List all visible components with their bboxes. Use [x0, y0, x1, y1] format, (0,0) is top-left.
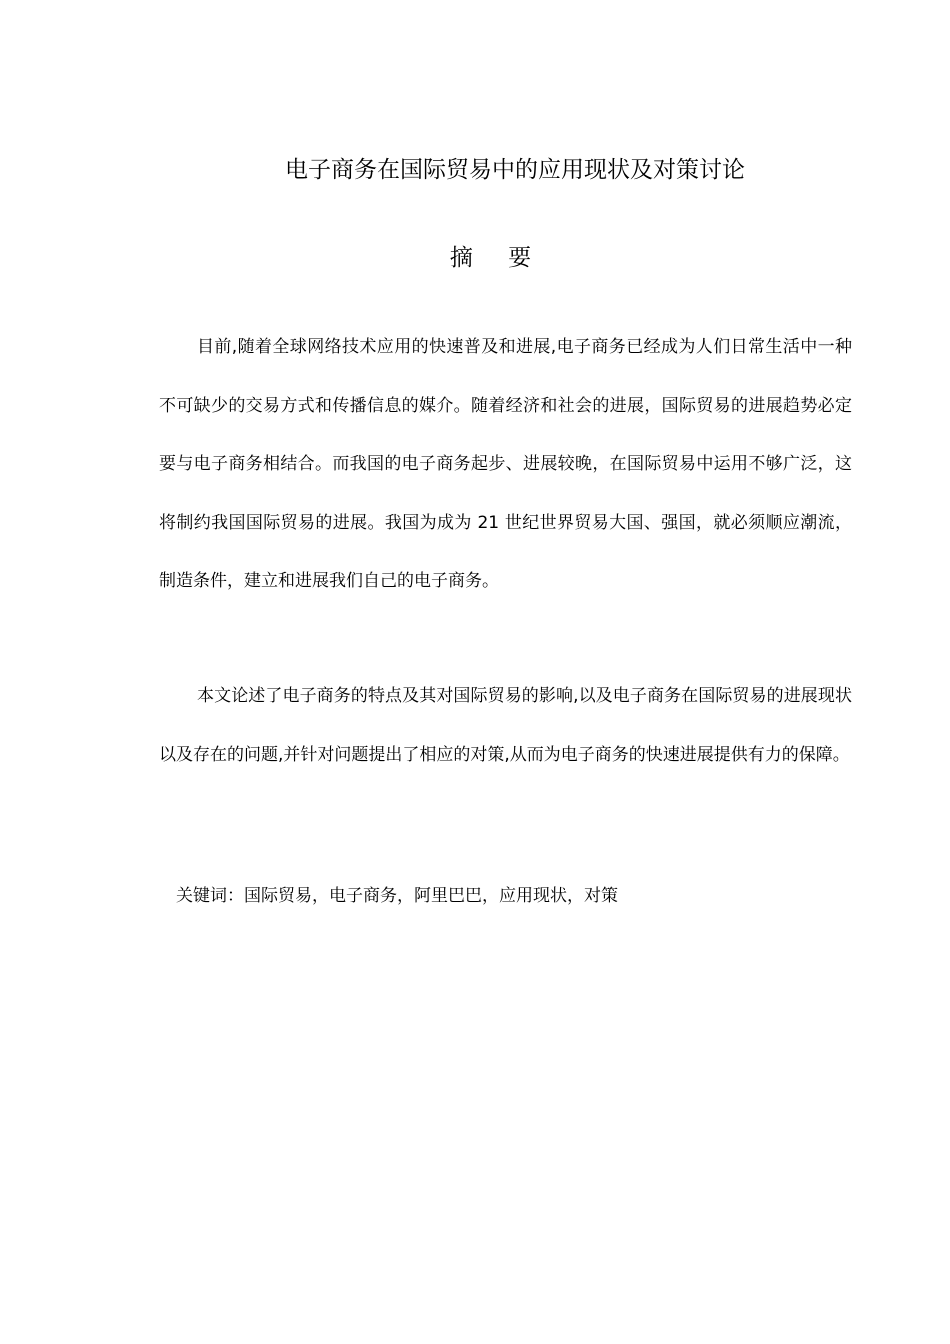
- document-title: 电子商务在国际贸易中的应用现状及对策讨论: [285, 157, 745, 183]
- keywords-line: 关键词：国际贸易，电子商务，阿里巴巴，应用现状，对策: [176, 886, 618, 906]
- abstract-paragraph-2: 本文论述了电子商务的特点及其对国际贸易的影响,以及电子商务在国际贸易的进展现状以及存在的问题,并针对问题提出了相应的对策,从而为电子商务的快速进展提供有力的保障。: [159, 686, 852, 765]
- abstract-heading: 摘 要: [449, 245, 546, 271]
- abstract-paragraph-1: 目前,随着全球网络技术应用的快速普及和进展,电子商务已经成为人们日常生活中一种不可缺少的交易方式和传播信息的媒介。随着经济和社会的进展，国际贸易的进展趋势必定要与电子商务相结合。而我国的电子商务起步、进展较晚，在国际贸易中运用不够广泛，这将制约我国国际贸易的进展。我国为成为 21 世纪世界贸易大国、强国，就必须顺应潮流，制造条件，建立和进展我们自己的电子商务。: [159, 337, 852, 591]
